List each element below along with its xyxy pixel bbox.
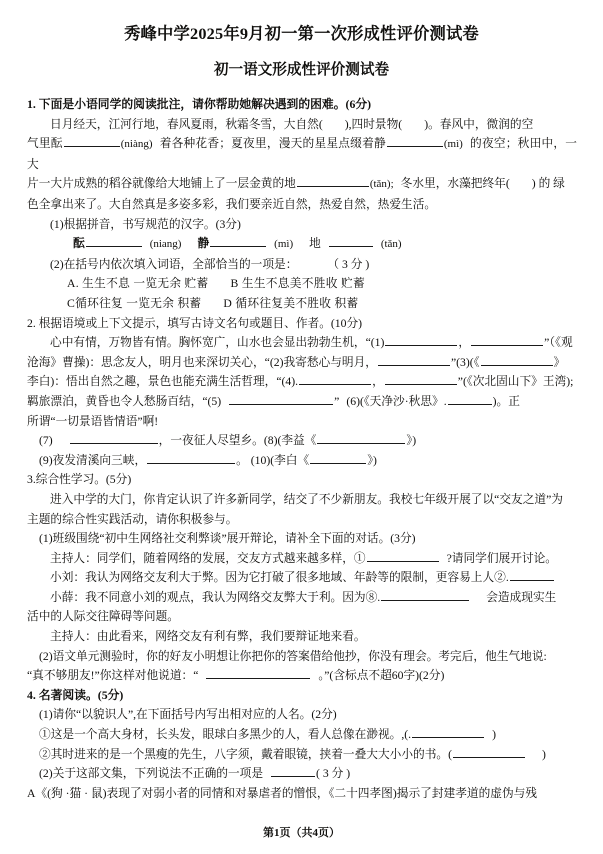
q3-blank-2[interactable] [510, 569, 554, 581]
q1-ans-pinyin-2: (mì) [274, 238, 294, 251]
q2-line4-a: 羁旅漂泊，黄昏也令人愁肠百结，“(5) [27, 394, 222, 408]
exam-page [0, 24, 603, 854]
question-1-answer-row [27, 234, 577, 255]
question-3-dialog-xue-line-1 [27, 588, 577, 608]
q4-blank-1[interactable] [412, 726, 484, 738]
page-title-main: 秀峰中学2025年9月初一第一次形成性评价测试卷 [124, 24, 479, 43]
q2-blank-2[interactable] [471, 334, 543, 346]
q4-item2-a: ②其时进来的是一个黑瘦的先生，八字须，戴着眼镜，挟着一叠大大小小的书。( [39, 747, 452, 761]
q2-line2-a: 沧海》曹操)：思念友人，明月也来深切关心，“(2)我寄愁心与明月， [27, 355, 377, 369]
question-3-sub-1: (1)班级围绕“初中生网络社交利弊谈”展开辩论，请补全下面的对话。(3分) [39, 532, 416, 546]
q3-sub2-c: 。”(含标点不超60字)(2分) [318, 669, 445, 683]
question-4-heading: 4. 名著阅读。(5分) [27, 687, 124, 702]
question-1-passage-line-4 [27, 195, 577, 215]
q2-blank-4[interactable] [481, 354, 553, 366]
q1-ans-char-3: 地 [309, 237, 321, 251]
question-3-dialog-host-2: 主持人：由此看来，网络交友有利有弊，我们要辩证地来看。 [50, 630, 366, 644]
question-4-item-2 [27, 745, 577, 765]
q3-sub2-b: “真不够朋友!”你这样对他说道：“ [27, 669, 199, 683]
q1-passage-g: 片一大片成熟的稻谷就像给大地铺上了一层金黄的地 [27, 177, 296, 191]
question-1-passage-line-1 [27, 115, 577, 135]
question-3-heading: 3.综合性学习。(5分) [27, 473, 132, 487]
exam-body [0, 95, 603, 803]
q1-ans-pinyin-1: (niang) [149, 238, 182, 251]
q2-line7-b: 。 (10)(李白《 [236, 453, 310, 467]
q1-write-blank-2[interactable] [387, 135, 443, 147]
question-3-intro-line-1: 进入中学的大门，你肯定认识了许多新同学，结交了不少新朋友。我校七年级开展了以“交友之道”为 [50, 492, 563, 506]
q1-write-blank-1[interactable] [64, 135, 120, 147]
q1-passage-c: )。春风中，微润的空 [424, 117, 534, 131]
q4-sub2-a: (2)关于这部文集，下列说法不正确的一项是 [39, 767, 264, 781]
q1-passage-e: 着各种花香；夏夜里，漫天的星星点缀着静 [159, 137, 386, 151]
q2-blank-7[interactable] [229, 393, 333, 405]
question-2-line-1 [27, 333, 577, 353]
q1-passage-a: 日月经天，江河行地，春风夏雨，秋霜冬雪，大自然( [50, 117, 323, 131]
q3-dlg1-b: ?请同学们展开讨论。 [446, 551, 557, 565]
q4-sub2-b: ( 3 分 ) [316, 767, 351, 781]
question-2-heading: 2. 根据语境或上下文提示，填写古诗文名句或题目、作者。(10分) [27, 316, 363, 330]
q2-line3-a: 李白)：悟出自然之趣，景色也能充满生活哲理，“(4). [27, 375, 299, 389]
option-d[interactable]: D 循环往复美不胜收 积蓄 [223, 296, 359, 310]
q4-item1-b: ) [492, 728, 496, 742]
question-4-sub-1: (1)请你“以貌识人”,在下面括号内写出相对应的人名。(2分) [39, 708, 337, 722]
option-a[interactable]: A. 生生不息 一览无余 贮蓄 [67, 277, 209, 291]
q2-line2-b: ”(3)(《 [450, 355, 480, 369]
q4-blank-2[interactable] [453, 746, 525, 758]
q2-line3-b: ， [372, 375, 384, 389]
q1-ans-char-2: 静 [197, 237, 210, 251]
question-2-line-2 [27, 353, 577, 373]
q1-answer-blank-3[interactable] [329, 235, 373, 247]
q1-pinyin-niang: (niàng) [120, 138, 153, 151]
q2-blank-12[interactable] [310, 452, 366, 464]
question-3-intro-line-2: 主题的综合性实践活动，请你积极参与。 [27, 512, 238, 526]
page-footer: 第1页（共4页） [263, 827, 340, 839]
q2-blank-8[interactable] [448, 393, 492, 405]
q3-dlg3-a: 小薛：我不同意小刘的观点，我认为网络交友弊大于利。因为⑧. [50, 590, 381, 604]
question-1-sub-2 [27, 255, 577, 275]
option-c[interactable]: C循环往复 一览无余 积蓄 [67, 296, 202, 310]
question-1-passage-line-2 [27, 134, 577, 174]
question-4-item-1 [27, 725, 577, 745]
q2-blank-9[interactable] [70, 432, 158, 444]
question-2-line-6 [27, 431, 577, 451]
q1-write-blank-3[interactable] [297, 175, 369, 187]
q2-line6-a: (7) [39, 434, 53, 448]
q1-sub2-text: (2)在括号内依次填入词语，全部恰当的一项是： [50, 257, 298, 271]
question-3-sub-2-line-1: (2)语文单元测验时，你的好友小明想让你把你的答案借给他抄，你没有理会。考完后，他生气地说: [39, 649, 547, 663]
q2-line7-c: 》) [367, 453, 377, 467]
option-b[interactable]: B 生生不息美不胜收 贮蓄 [230, 277, 365, 291]
question-4-sub-2 [27, 764, 577, 784]
q1-pinyin-mi: (mì) [443, 138, 463, 151]
question-1-options-row-1 [27, 274, 577, 294]
question-1-options-row-2 [27, 294, 577, 314]
q2-line3-c: ”(《次北固山下》王湾); [457, 375, 574, 389]
q1-ans-char-1: 酝 [73, 237, 85, 251]
question-4-option-a[interactable]: A《(狗 ·猫 · 鼠)表现了对弱小者的同情和对暴虐者的憎恨，《二十四孝图)揭示了封建孝道的虚伪与残 [27, 786, 538, 800]
q2-blank-11[interactable] [147, 452, 235, 464]
question-1-heading: 1. 下面是小语同学的阅读批注，请你帮助她解决遇到的困难。(6分) [27, 97, 372, 112]
question-1-sub-1: (1)根据拼音，书写规范的汉字。(3分) [50, 217, 241, 231]
q1-passage-h: 冬水里，水藻把终年( [400, 177, 510, 191]
question-2-line-7 [27, 451, 577, 471]
q1-pinyin-tan: (tǎn); [369, 178, 394, 191]
question-3-dialog-host-1 [27, 549, 577, 569]
q1-sub2-score: （ 3 分 ) [327, 257, 370, 271]
q3-dlg3-b: 会造成现实生 [486, 590, 557, 604]
q1-passage-f: 的夜空；秋田中，一大 [27, 137, 577, 171]
question-2-line-4 [27, 392, 577, 412]
q2-blank-3[interactable] [378, 354, 450, 366]
question-1-passage-line-3 [27, 174, 577, 195]
q1-passage-b: ),四时景物( [344, 117, 403, 131]
q3-dlg2-a: 小刘：我认为网络交友利大于弊。因为它打破了很多地域、年龄等的限制，更容易上人②. [50, 571, 509, 585]
q1-passage-j: 色全拿出来了。大自然真是多姿多彩，我们要亲近自然，热爱自然，热爱生活。 [27, 198, 437, 212]
q2-blank-5[interactable] [299, 373, 371, 385]
q1-passage-i: ) 的 绿 [531, 177, 565, 191]
q4-item2-b: ) [541, 747, 546, 761]
question-2-line-5: 所谓“一切景语皆情语”啊! [27, 414, 159, 428]
question-3-dialog-xue-line-2: 活中的人际交往障碍等问题。 [27, 610, 179, 624]
q2-line7-a: (9)夜发清溪向三峡， [39, 453, 147, 467]
q2-blank-1[interactable] [385, 334, 457, 346]
q1-ans-pinyin-3: (tǎn) [380, 238, 402, 251]
page-title-sub: 初一语文形成性评价测试卷 [213, 61, 390, 78]
question-3-dialog-liu [27, 568, 577, 588]
q2-line2-c: 》 [553, 355, 566, 369]
q2-line1-a: 心中有情，万物皆有情。胸怀宽广，山水也会显出勃勃生机，“(1) [50, 336, 385, 350]
q2-line4-d: )。正 [492, 394, 520, 408]
q1-answer-blank-2[interactable] [210, 235, 266, 247]
q2-line4-c: (6)(《天净沙·秋思》. [346, 394, 447, 408]
q3-blank-1[interactable] [367, 550, 439, 562]
q2-blank-10[interactable] [317, 432, 405, 444]
q2-blank-6[interactable] [385, 373, 457, 385]
q2-line6-c: 》) [406, 434, 417, 448]
q2-line4-b: ” [334, 394, 340, 408]
q2-line1-b: ， [458, 336, 471, 350]
question-3-sub-2-line-2 [27, 666, 577, 686]
q4-item1-a: ①这是一个高大身材，长头发，眼球白多黑少的人，看人总像在渺视。,(. [39, 728, 412, 742]
q1-answer-blank-1[interactable] [86, 235, 142, 247]
q2-line1-c: ”（《观 [544, 336, 573, 350]
q1-passage-d: 气里酝 [27, 137, 63, 151]
q3-dlg1-a: 主持人：同学们，随着网络的发展，交友方式越来越多样，① [50, 551, 366, 565]
question-2-line-3 [27, 372, 577, 392]
q2-line6-b: ，一夜征人尽望乡。(8)(李益《 [158, 434, 317, 448]
q4-blank-3[interactable] [271, 765, 315, 777]
q3-blank-4[interactable] [206, 667, 310, 679]
q3-blank-3[interactable] [381, 589, 469, 601]
